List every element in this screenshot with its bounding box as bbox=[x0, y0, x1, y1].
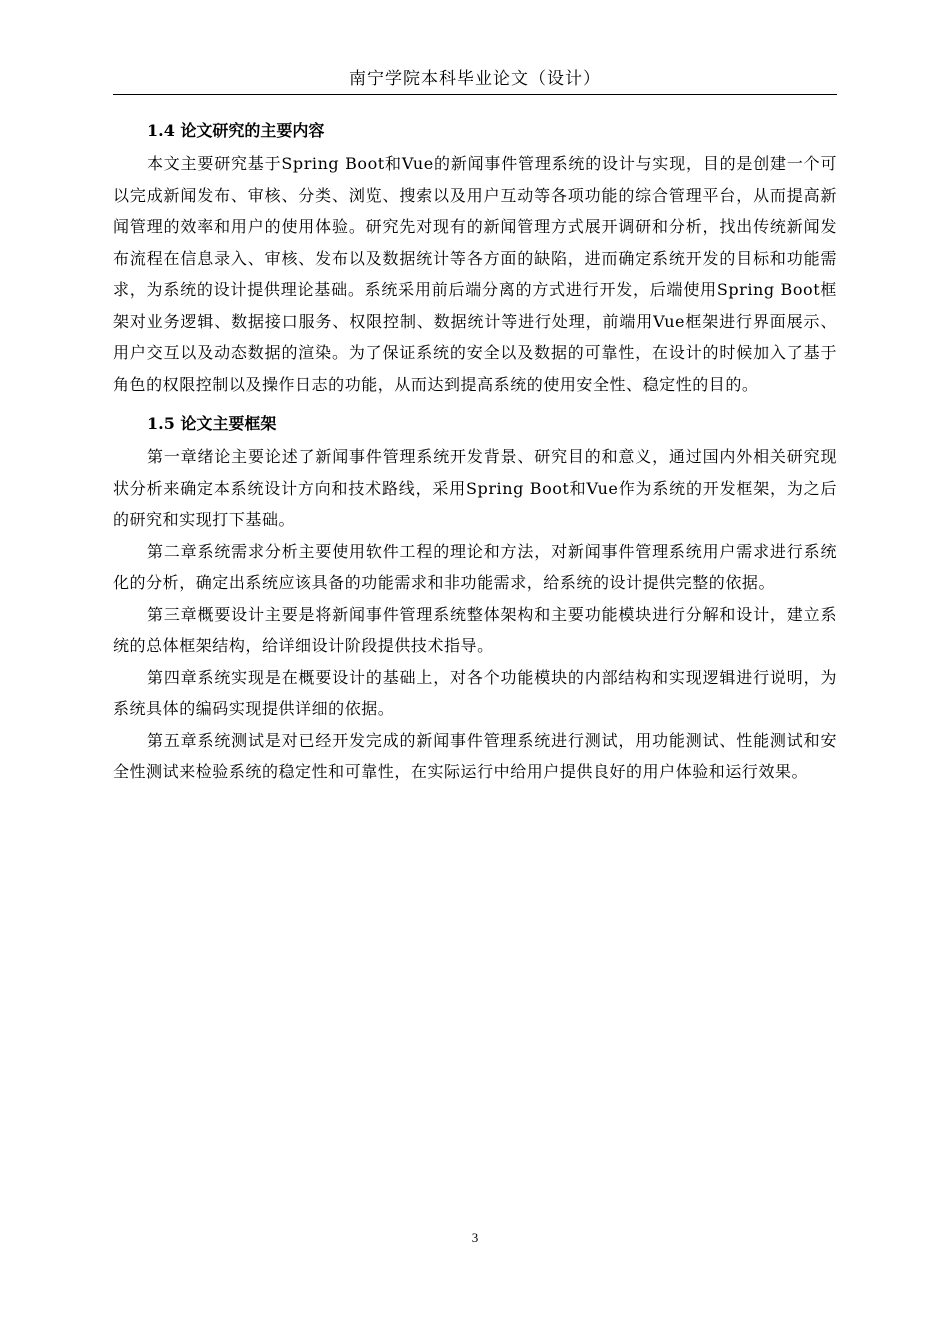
header-title: 南宁学院本科毕业论文（设计） bbox=[349, 69, 601, 89]
page-header bbox=[113, 64, 837, 95]
paragraph-chapter-5: 第五章系统测试是对已经开发完成的新闻事件管理系统进行测试，用功能测试、性能测试和安全性测试来检验系统的稳定性和可靠性，在实际运行中给用户提供良好的用户体验和运行效果。 bbox=[113, 730, 837, 781]
page-number: 3 bbox=[471, 1230, 479, 1245]
section-heading-1-4: 1.4 论文研究的主要内容 bbox=[147, 121, 325, 140]
section-heading-1-5: 1.5 论文主要框架 bbox=[147, 414, 277, 433]
paragraph-chapter-4: 第四章系统实现是在概要设计的基础上，对各个功能模块的内部结构和实现逻辑进行说明，为系统具体的编码实现提供详细的依据。 bbox=[113, 667, 837, 718]
paragraph-chapter-2: 第二章系统需求分析主要使用软件工程的理论和方法，对新闻事件管理系统用户需求进行系统化的分析，确定出系统应该具备的功能需求和非功能需求，给系统的设计提供完整的依据。 bbox=[113, 541, 837, 592]
paragraph-main-content: 本文主要研究基于Spring Boot和Vue的新闻事件管理系统的设计与实现，目的是创建一个可以完成新闻发布、审核、分类、浏览、搜索以及用户互动等各项功能的综合管理平台，从而提高新闻管理的效率和用户的使用体验。研究先对现有的新闻管理方式展开调研和分析，找出传统新闻发布流程在信息录入、审核、发布以及数据统计等各方面的缺陷，进而确定系统开发的目标和功能需求，为系统的设计提供理论基础。系统采用前后端分离的方式进行开发，后端使用Spring Boot框架对业务逻辑、数据接口服务、权限控制、数据统计等进行处理，前端用Vue框架进行界面展示、用户交互以及动态数据的渲染。为了保证系统的安全以及数据的可靠性，在设计的时候加入了基于角色的权限控制以及操作日志的功能，从而达到提高系统的使用安全性、稳定性的目的。 bbox=[113, 154, 837, 394]
paragraph-chapter-1: 第一章绪论主要论述了新闻事件管理系统开发背景、研究目的和意义，通过国内外相关研究现状分析来确定本系统设计方向和技术路线，采用Spring Boot和Vue作为系统的开发框架，为之后的研究和实现打下基础。 bbox=[113, 447, 837, 529]
paragraph-chapter-3: 第三章概要设计主要是将新闻事件管理系统整体架构和主要功能模块进行分解和设计，建立系统的总体框架结构，给详细设计阶段提供技术指导。 bbox=[113, 604, 837, 655]
document-body bbox=[113, 114, 837, 788]
